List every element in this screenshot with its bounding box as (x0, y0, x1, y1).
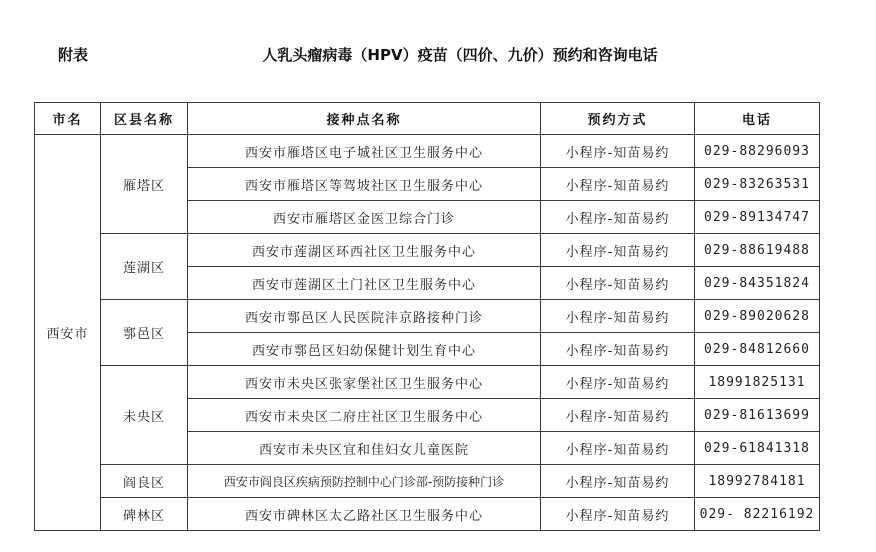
site-name-cell: 西安市未央区二府庄社区卫生服务中心 (188, 399, 541, 432)
table-body (35, 135, 820, 531)
phone-cell: 18991825131 (695, 366, 820, 399)
table-row (35, 498, 820, 531)
document-header (0, 40, 876, 70)
booking-method-cell: 小程序-知苗易约 (541, 168, 695, 201)
booking-method-cell: 小程序-知苗易约 (541, 432, 695, 465)
column-header-district: 区县名称 (101, 103, 188, 135)
city-cell: 西安市 (35, 135, 101, 531)
booking-method-cell: 小程序-知苗易约 (541, 135, 695, 168)
site-name-cell: 西安市碑林区太乙路社区卫生服务中心 (188, 498, 541, 531)
district-cell: 碑林区 (101, 498, 188, 531)
site-name-cell: 西安市莲湖区环西社区卫生服务中心 (188, 234, 541, 267)
site-name-cell: 西安市未央区张家堡社区卫生服务中心 (188, 366, 541, 399)
booking-method-cell: 小程序-知苗易约 (541, 366, 695, 399)
booking-method-cell: 小程序-知苗易约 (541, 234, 695, 267)
site-name-cell: 西安市鄠邑区妇幼保健计划生育中心 (188, 333, 541, 366)
phone-cell: 029-89134747 (695, 201, 820, 234)
booking-method-cell: 小程序-知苗易约 (541, 465, 695, 498)
site-name-cell: 西安市雁塔区电子城社区卫生服务中心 (188, 135, 541, 168)
site-name-cell: 西安市莲湖区土门社区卫生服务中心 (188, 267, 541, 300)
district-cell: 莲湖区 (101, 234, 188, 300)
site-name-cell: 西安市未央区宜和佳妇女儿童医院 (188, 432, 541, 465)
phone-cell: 029-61841318 (695, 432, 820, 465)
district-cell: 雁塔区 (101, 135, 188, 234)
site-name-cell: 西安市阎良区疾病预防控制中心门诊部-预防接种门诊 (188, 465, 541, 498)
booking-method-cell: 小程序-知苗易约 (541, 498, 695, 531)
phone-cell: 029-81613699 (695, 399, 820, 432)
phone-cell: 029-89020628 (695, 300, 820, 333)
phone-cell: 029-88619488 (695, 234, 820, 267)
document-title: 人乳头瘤病毒（HPV）疫苗（四价、九价）预约和咨询电话 (262, 46, 658, 64)
table-row (35, 300, 820, 333)
phone-cell: 18992784181 (695, 465, 820, 498)
column-header-city: 市名 (35, 103, 101, 135)
site-name-cell: 西安市雁塔区等驾坡社区卫生服务中心 (188, 168, 541, 201)
site-name-cell: 西安市雁塔区金医卫综合门诊 (188, 201, 541, 234)
table-row (35, 465, 820, 498)
column-header-phone: 电话 (695, 103, 820, 135)
phone-cell: 029-84351824 (695, 267, 820, 300)
booking-method-cell: 小程序-知苗易约 (541, 300, 695, 333)
column-header-method: 预约方式 (541, 103, 695, 135)
booking-method-cell: 小程序-知苗易约 (541, 399, 695, 432)
booking-method-cell: 小程序-知苗易约 (541, 267, 695, 300)
phone-cell: 029- 82216192 (695, 498, 820, 531)
table-row (35, 135, 820, 168)
site-name-cell: 西安市鄠邑区人民医院沣京路接种门诊 (188, 300, 541, 333)
table-header-row (35, 103, 820, 135)
column-header-site: 接种点名称 (188, 103, 541, 135)
district-cell: 鄠邑区 (101, 300, 188, 366)
vaccination-sites-table (34, 102, 820, 531)
booking-method-cell: 小程序-知苗易约 (541, 201, 695, 234)
district-cell: 未央区 (101, 366, 188, 465)
appendix-label: 附表 (58, 46, 89, 64)
table-row (35, 234, 820, 267)
phone-cell: 029-88296093 (695, 135, 820, 168)
district-cell: 阎良区 (101, 465, 188, 498)
booking-method-cell: 小程序-知苗易约 (541, 333, 695, 366)
phone-cell: 029-83263531 (695, 168, 820, 201)
table-row (35, 366, 820, 399)
phone-cell: 029-84812660 (695, 333, 820, 366)
